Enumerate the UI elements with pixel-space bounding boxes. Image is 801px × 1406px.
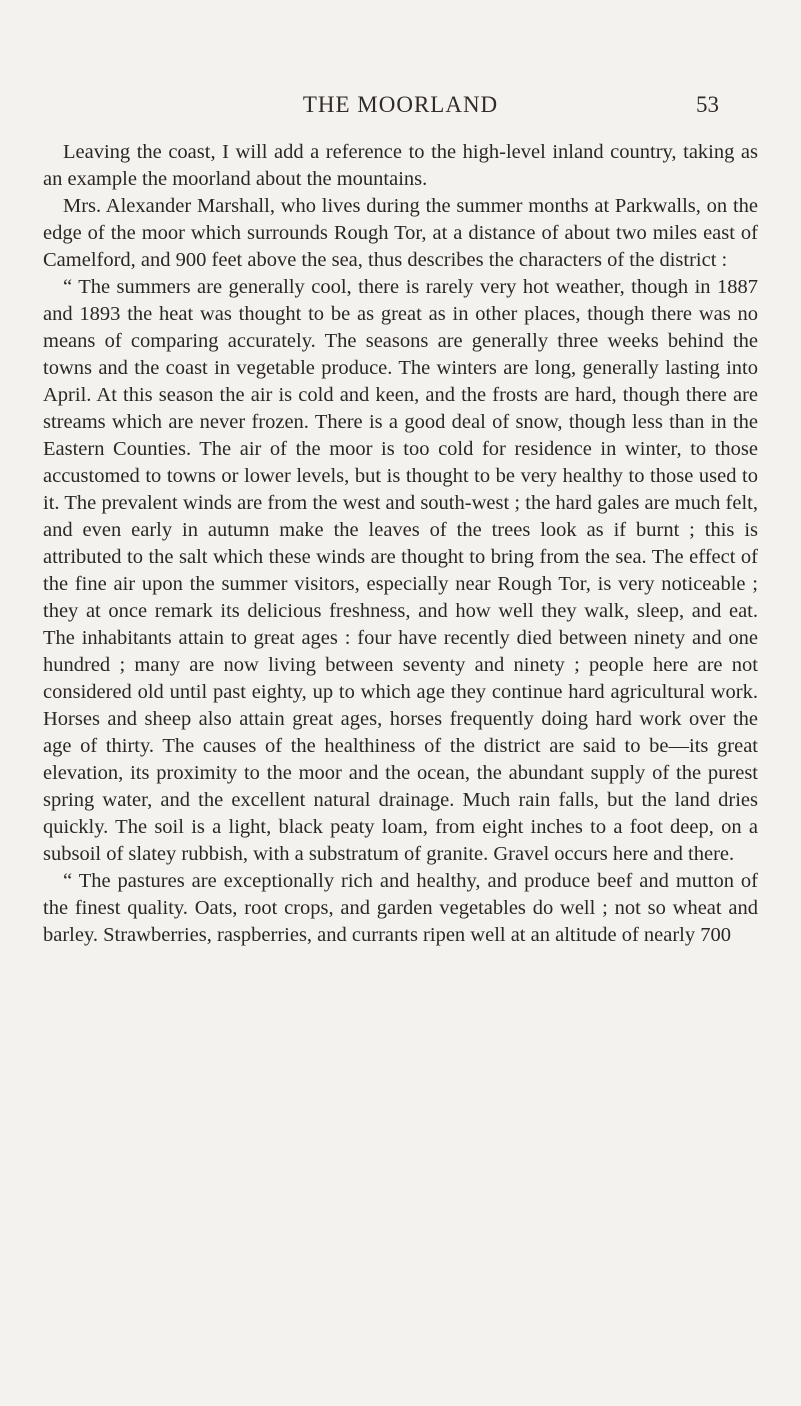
- paragraph-marshall: Mrs. Alexander Marshall, who lives during the summer months at Parkwalls, on the edge of the moor which surrounds Rough Tor, at a distance of about two miles east of Camelford, and 900 feet above the sea, thus describes the characters of the district :: [43, 195, 758, 271]
- paragraph-intro: Leaving the coast, I will add a reference to the high-level inland country, taking as an example the moorland about the mountains.: [43, 141, 758, 190]
- chapter-title: THE MOORLAND: [302, 92, 499, 117]
- body-text: [43, 139, 758, 949]
- paragraph-climate-quote: “ The summers are generally cool, there is rarely very hot weather, though in 1887 and 1893 the heat was thought to be as great as in other places, though there was no means of comparing accurately. The seasons are generally three weeks behind the towns and the coast in vegetable produce. The winters are long, generally lasting into April. At this season the air is cold and keen, and the frosts are hard, though there are streams which are never frozen. There is a good deal of snow, though less than in the Eastern Counties. The air of the moor is too cold for residence in winter, to those accustomed to towns or lower levels, but is thought to be very healthy to those used to it. The prevalent winds are from the west and south-west ; the hard gales are much felt, and even early in autumn make the leaves of the trees look as if burnt ; this is attributed to the salt which these winds are thought to bring from the sea. The effect of the fine air upon the summer visitors, especially near Rough Tor, is very noticeable ; they at once remark its delicious freshness, and how well they walk, sleep, and eat. The inhabitants attain to great ages : four have recently died between ninety and one hundred ; many are now living between seventy and ninety ; people here are not considered old until past eighty, up to which age they continue hard agricultural work. Horses and sheep also attain great ages, horses frequently doing hard work over the age of thirty. The causes of the healthiness of the district are said to be—its great elevation, its proximity to the moor and the ocean, the abundant supply of the purest spring water, and the excellent natural drainage. Much rain falls, but the land dries quickly. The soil is a light, black peaty loam, from eight inches to a foot deep, on a subsoil of slatey rubbish, with a substratum of granite. Gravel occurs here and there.: [43, 276, 758, 865]
- page-number: 53: [696, 92, 719, 117]
- running-header: [0, 92, 801, 122]
- paragraph-pastures-quote: “ The pastures are exceptionally rich and healthy, and produce beef and mutton of the finest quality. Oats, root crops, and garden vegetables do well ; not so wheat and barley. Strawberries, raspberries, and currants ripen well at an altitude of nearly 700: [43, 870, 758, 946]
